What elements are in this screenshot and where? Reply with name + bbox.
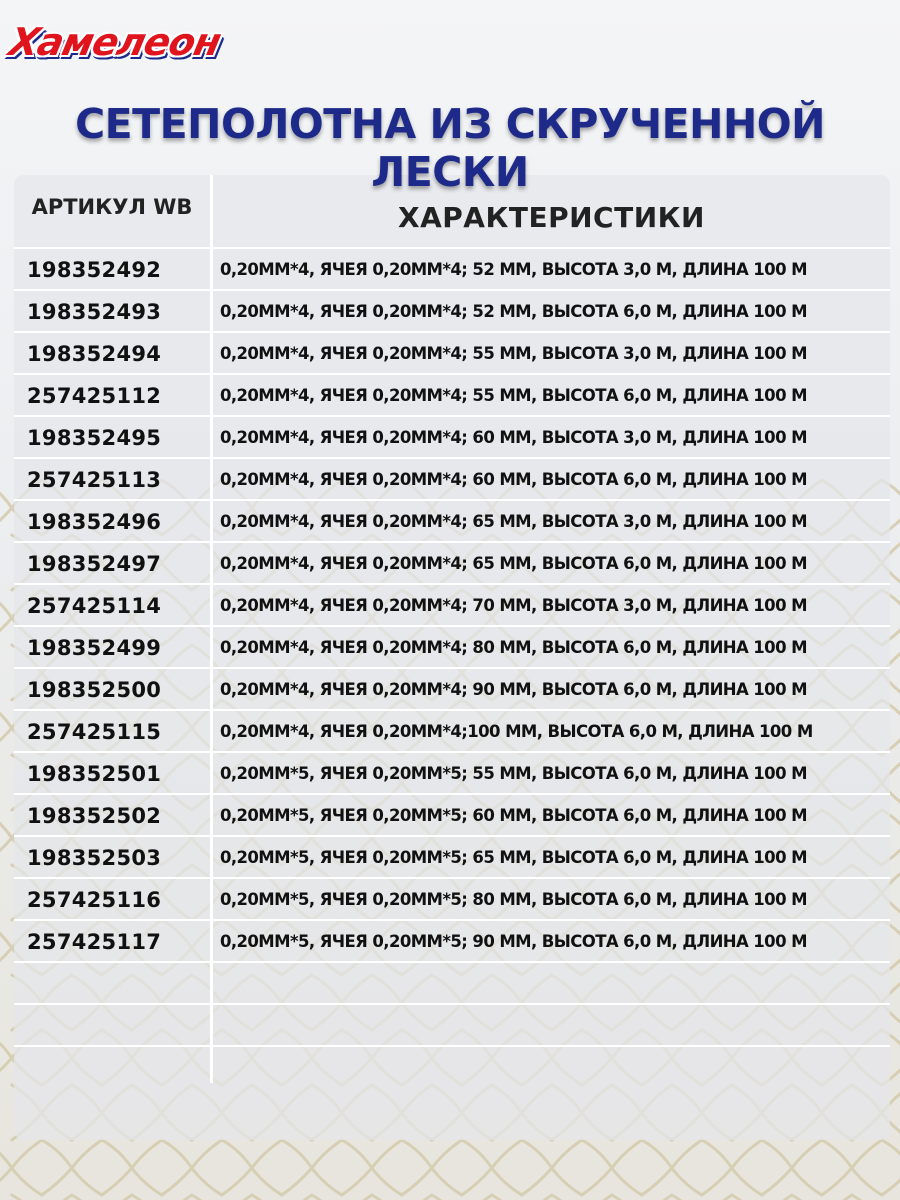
characteristics-text: 0,20ММ*4, ЯЧЕЯ 0,20ММ*4; 80 ММ, ВЫСОТА 6,0 М, ДЛИНА 100 М — [220, 638, 807, 657]
table-row — [14, 751, 890, 793]
net-strand — [642, 1140, 702, 1195]
article-number: 257425113 — [27, 468, 162, 492]
table-row — [14, 625, 890, 667]
table-row — [14, 541, 890, 583]
brand-logo: Хамелеон — [5, 20, 225, 64]
article-number: 257425114 — [27, 594, 162, 618]
table-body — [14, 247, 890, 1087]
article-number: 198352499 — [27, 636, 162, 660]
table-row — [14, 835, 890, 877]
table-row — [14, 919, 890, 961]
characteristics-text: 0,20ММ*4, ЯЧЕЯ 0,20ММ*4; 65 ММ, ВЫСОТА 3,0 М, ДЛИНА 100 М — [220, 512, 807, 531]
characteristics-text: 0,20ММ*4, ЯЧЕЯ 0,20ММ*4; 55 ММ, ВЫСОТА 3,0 М, ДЛИНА 100 М — [220, 344, 807, 363]
characteristics-text: 0,20ММ*5, ЯЧЕЯ 0,20ММ*5; 80 ММ, ВЫСОТА 6,0 М, ДЛИНА 100 М — [220, 890, 807, 909]
net-strand — [282, 1140, 342, 1195]
article-number: 257425117 — [27, 930, 162, 954]
net-strand — [162, 1140, 222, 1195]
characteristics-text: 0,20ММ*5, ЯЧЕЯ 0,20ММ*5; 65 ММ, ВЫСОТА 6,0 М, ДЛИНА 100 М — [220, 848, 807, 867]
header-article: АРТИКУЛ WB — [31, 195, 193, 219]
article-number: 198352492 — [27, 258, 162, 282]
table-row — [14, 499, 890, 541]
net-strand — [342, 1140, 402, 1195]
characteristics-text: 0,20ММ*4, ЯЧЕЯ 0,20ММ*4; 52 ММ, ВЫСОТА 3,0 М, ДЛИНА 100 М — [220, 260, 807, 279]
table-row — [14, 583, 890, 625]
characteristics-text: 0,20ММ*4, ЯЧЕЯ 0,20ММ*4; 90 ММ, ВЫСОТА 6,0 М, ДЛИНА 100 М — [220, 680, 807, 699]
article-number: 198352501 — [27, 762, 162, 786]
characteristics-text: 0,20ММ*4, ЯЧЕЯ 0,20ММ*4; 65 ММ, ВЫСОТА 6,0 М, ДЛИНА 100 М — [220, 554, 807, 573]
net-strand — [402, 1140, 462, 1195]
characteristics-text: 0,20ММ*4, ЯЧЕЯ 0,20ММ*4; 52 ММ, ВЫСОТА 6,0 М, ДЛИНА 100 М — [220, 302, 807, 321]
header-characteristics: ХАРАКТЕРИСТИКИ — [398, 201, 705, 234]
net-strand — [582, 1140, 642, 1195]
article-number: 257425116 — [27, 888, 162, 912]
characteristics-text: 0,20ММ*4, ЯЧЕЯ 0,20ММ*4; 60 ММ, ВЫСОТА 3,0 М, ДЛИНА 100 М — [220, 428, 807, 447]
net-strand — [0, 1140, 42, 1195]
net-strand — [822, 1140, 882, 1195]
characteristics-text: 0,20ММ*5, ЯЧЕЯ 0,20ММ*5; 55 ММ, ВЫСОТА 6,0 М, ДЛИНА 100 М — [220, 764, 807, 783]
article-number: 198352502 — [27, 804, 162, 828]
characteristics-text: 0,20ММ*4, ЯЧЕЯ 0,20ММ*4; 60 ММ, ВЫСОТА 6,0 М, ДЛИНА 100 М — [220, 470, 807, 489]
net-strand — [102, 1140, 162, 1195]
article-number: 198352497 — [27, 552, 162, 576]
article-number: 198352496 — [27, 510, 162, 534]
table-row — [14, 457, 890, 499]
characteristics-text: 0,20ММ*5, ЯЧЕЯ 0,20ММ*5; 60 ММ, ВЫСОТА 6,0 М, ДЛИНА 100 М — [220, 806, 807, 825]
net-strand — [222, 1140, 282, 1195]
characteristics-text: 0,20ММ*4, ЯЧЕЯ 0,20ММ*4;100 ММ, ВЫСОТА 6,0 М, ДЛИНА 100 М — [220, 722, 813, 741]
article-number: 257425115 — [27, 720, 162, 744]
article-number: 198352503 — [27, 846, 162, 870]
article-number: 198352493 — [27, 300, 162, 324]
net-strand — [42, 1140, 102, 1195]
table-row — [14, 667, 890, 709]
table-header — [14, 175, 890, 247]
table-row — [14, 877, 890, 919]
table-row — [14, 415, 890, 457]
table-row — [14, 709, 890, 751]
empty-table-row — [14, 1003, 890, 1045]
empty-table-row — [14, 961, 890, 1003]
table-row — [14, 289, 890, 331]
net-strand — [882, 1140, 900, 1195]
article-number: 198352500 — [27, 678, 162, 702]
table-row — [14, 373, 890, 415]
net-strand — [462, 1140, 522, 1195]
net-strand — [852, 1195, 900, 1200]
article-number: 257425112 — [27, 384, 162, 408]
article-number: 198352494 — [27, 342, 162, 366]
article-number: 198352495 — [27, 426, 162, 450]
page-title: СЕТЕПОЛОТНА ИЗ СКРУЧЕННОЙ ЛЕСКИ — [75, 100, 825, 196]
net-strand — [522, 1140, 582, 1195]
net-strand — [762, 1140, 822, 1195]
characteristics-text: 0,20ММ*5, ЯЧЕЯ 0,20ММ*5; 90 ММ, ВЫСОТА 6,0 М, ДЛИНА 100 М — [220, 932, 807, 951]
characteristics-text: 0,20ММ*4, ЯЧЕЯ 0,20ММ*4; 55 ММ, ВЫСОТА 6,0 М, ДЛИНА 100 М — [220, 386, 807, 405]
characteristics-text: 0,20ММ*4, ЯЧЕЯ 0,20ММ*4; 70 ММ, ВЫСОТА 3,0 М, ДЛИНА 100 М — [220, 596, 807, 615]
table-row — [14, 331, 890, 373]
empty-table-row — [14, 1045, 890, 1087]
product-table — [14, 175, 890, 1087]
table-row — [14, 247, 890, 289]
net-strand — [702, 1140, 762, 1195]
table-row — [14, 793, 890, 835]
